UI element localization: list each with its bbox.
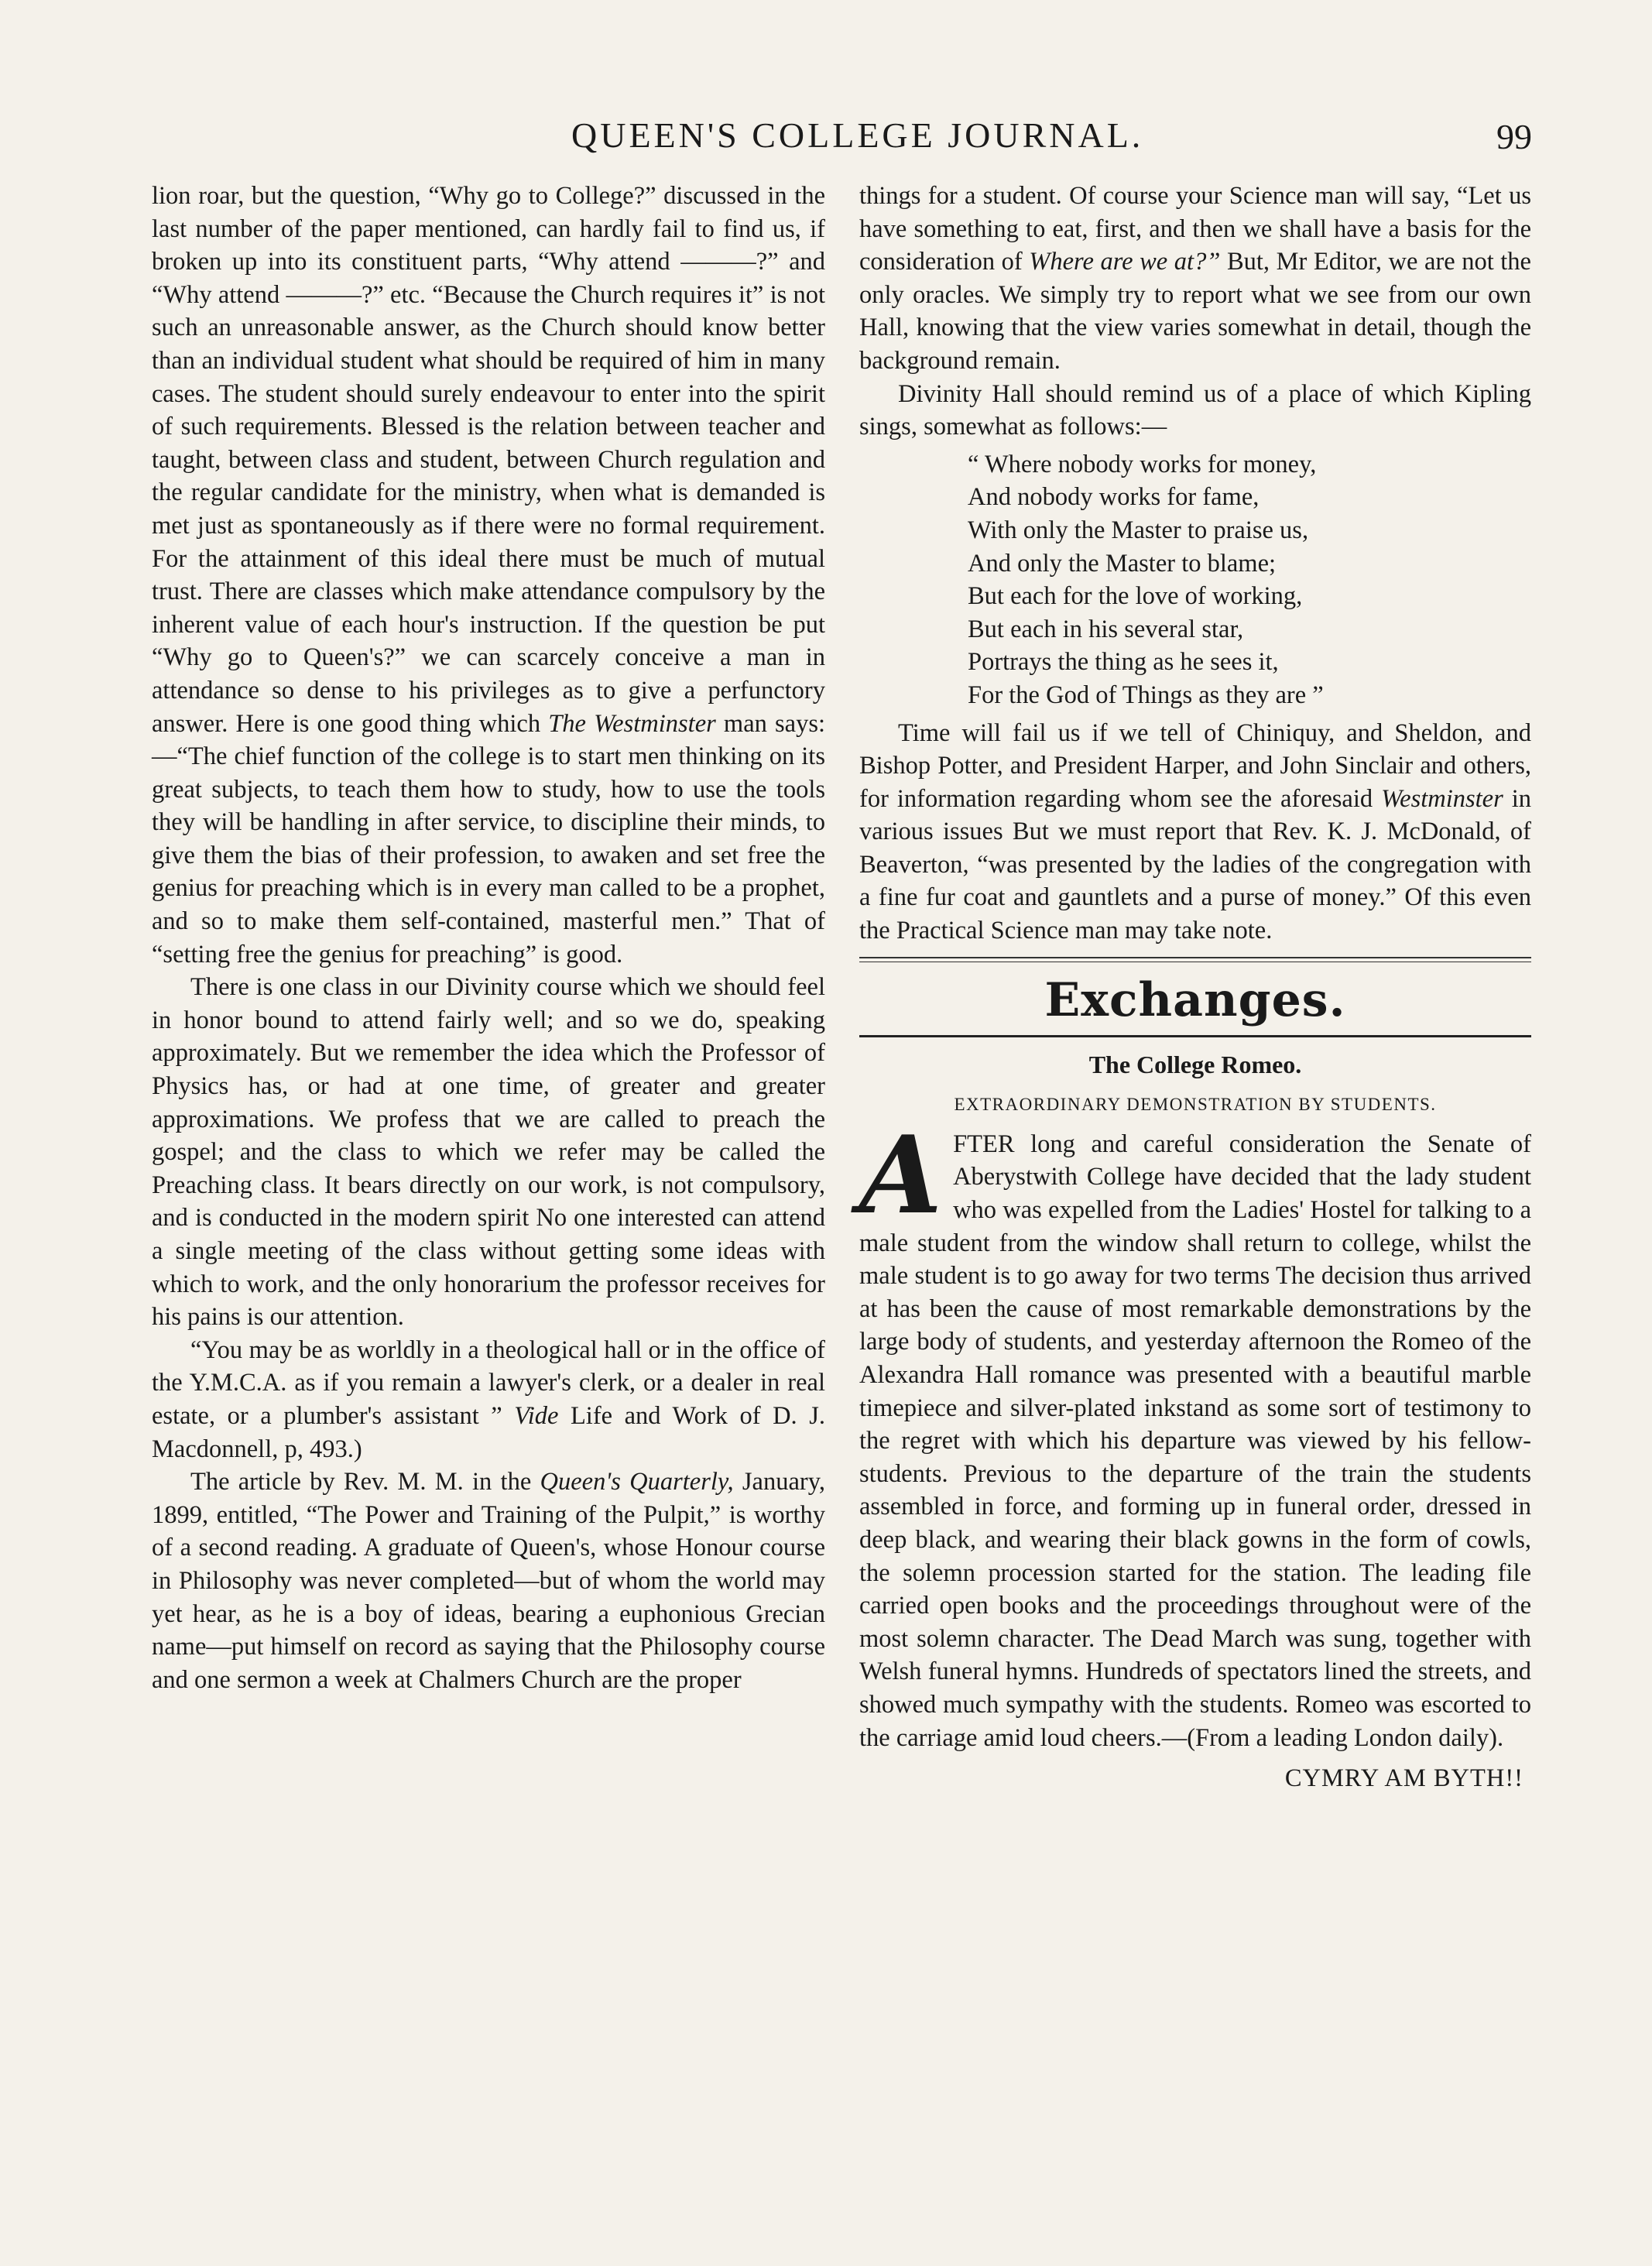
poem-line: And nobody works for fame, [968,483,1260,512]
paragraph: things for a student. Of course your Science man will say, “Let us have something to eat, first, and then we shall have a basis for the consideration of Where are we at?” But, Mr Editor, we are not the only oracles. We simply try to report what we see from our own Hall, knowing that the view varies somewhat in detail, though the background remain. [859,182,1531,375]
paragraph: Time will fail us if we tell of Chiniquy, and Sheldon, and Bishop Potter, and President Harper, and John Sinclair and others, for information regarding whom see the aforesaid Westminster in various issues But we must report that Rev. K. J. McDonald, of Beaverton, “was presented by the ladies of the congregation with a fine fur coat and gauntlets and a purse of money.” Of this even the Practical Science man may take note. [859,718,1531,945]
paragraph: “You may be as worldly in a theological hall or in the office of the Y.M.C.A. as if you remain a lawyer's clerk, or a dealer in real estate, or a plumber's assistant ” Vide Life and Work of D. J. Macdonnell, p, 493.) [152,1335,825,1463]
article-body: AFTER long and careful consideration the Senate of Aberystwith College have decided that the lady student who was expelled from the Ladies' Hostel for talking to a male student from the window shall return to college, whilst the male student is to go away for two terms The decision thus arrived at has been the cause of most remarkable demonstrations by the large body of students, and yesterday afternoon the Romeo of the Alexandra Hall romance was presented with a beautiful marble timepiece and silver-plated inkstand as some sort of testimony to the regret with which his departure was viewed by his fellow-students. Previous to the departure of the train the students assembled in force, and forming up in funeral order, dressed in deep black, and wearing their black gowns in the form of cowls, the solemn procession started for the station. The leading file carried open books and the proceedings throughout were of the most solemn character. The Dead March was sung, together with Welsh funeral hymns. Hundreds of spectators lined the streets, and showed much sympathy with the students. Romeo was escorted to the carriage amid loud cheers.—(From a leading London daily). [859,1111,1531,1752]
journal-title: QUEEN'S COLLEGE JOURNAL. [571,115,1144,155]
poem-line: For the God of Things as they are ” [968,680,1324,709]
poem-line: Portrays the thing as he sees it, [968,648,1279,677]
heading-rule [859,1035,1531,1037]
poem-line: “ Where nobody works for money, [968,450,1317,478]
kipling-poem [968,448,1531,712]
signoff: CYMRY AM BYTH!! [1284,1764,1523,1793]
article-title: The College Romeo. [1088,1050,1302,1078]
page-number: 99 [1496,117,1532,156]
section-divider [859,957,1531,962]
running-header [0,115,1652,169]
poem-line: But each for the love of working, [968,582,1303,611]
poem-line: But each in his several star, [968,615,1244,643]
poem-line: With only the Master to praise us, [968,516,1309,544]
paragraph: There is one class in our Divinity course which we should feel in honor bound to attend fairly well; and so we do, speaking approximately. But we remember the idea which the Professor of Physics has, or had at one time, of greater and greater approximations. We profess that we are called to preach the gospel; and the class to which we refer may be called the Preaching class. It bears directly on our work, is not compulsory, and is conducted in the modern spirit No one interested can attend a single meeting of the class without getting some ideas with which to work, and the only honorarium the professor receives for his pains is our attention. [152,973,825,1332]
exchanges-heading: Exchanges. [1044,972,1346,1027]
paragraph: The article by Rev. M. M. in the Queen's Quarterly, January, 1899, entitled, “The Power and Training of the Pulpit,” is worthy of a second reading. A graduate of Queen's, whose Honour course in Philosophy was never completed—but of whom the world may yet hear, as he is a boy of ideas, bearing a euphonious Grecian name—put himself on record as saying that the Philosophy course and one sermon a week at Chalmers Church are the proper [152,1468,825,1694]
drop-cap: A [859,1111,943,1238]
paragraph: lion roar, but the question, “Why go to College?” discussed in the last number of the paper mentioned, can hardly fail to find us, if broken up into its constituent parts, “Why attend ———?” and “Why attend ———?” etc. “Because the Church requires it” is not such an unreasonable answer, as the Church should know better than an individual student what should be required of him in many cases. The student should surely endeavour to enter into the spirit of such requirements. Blessed is the relation between teacher and taught, between class and student, between Church regulation and the regular candidate for the ministry, when what is demanded is met just as spontaneously as if there were no formal requirement. For the attainment of this ideal there must be much of mutual trust. There are classes which make attendance compulsory by the inherent value of each hour's instruction. If the question be put “Why go to Queen's?” we can scarcely conceive a man in attendance so dense to his privileges as to give a perfunctory answer. Here is one good thing which The Westminster man says: —“The chief function of the college is to start men thinking on its great subjects, to teach them how to study, how to use the tools they will be handling in after service, to discipline their minds, to give them the bias of their profession, to awaken and set free the genius for preaching which is in every man called to be a prophet, and so to make them self-contained, masterful men.” That of “setting free the genius for preaching” is good. [152,182,825,968]
paragraph: Divinity Hall should remind us of a place of which Kipling sings, somewhat as follows:— [859,379,1531,441]
poem-line: And only the Master to blame; [968,549,1277,578]
right-column [859,180,1531,1795]
left-column [152,180,825,1696]
article-subtitle: EXTRAORDINARY DEMONSTRATION BY STUDENTS. [954,1095,1437,1115]
